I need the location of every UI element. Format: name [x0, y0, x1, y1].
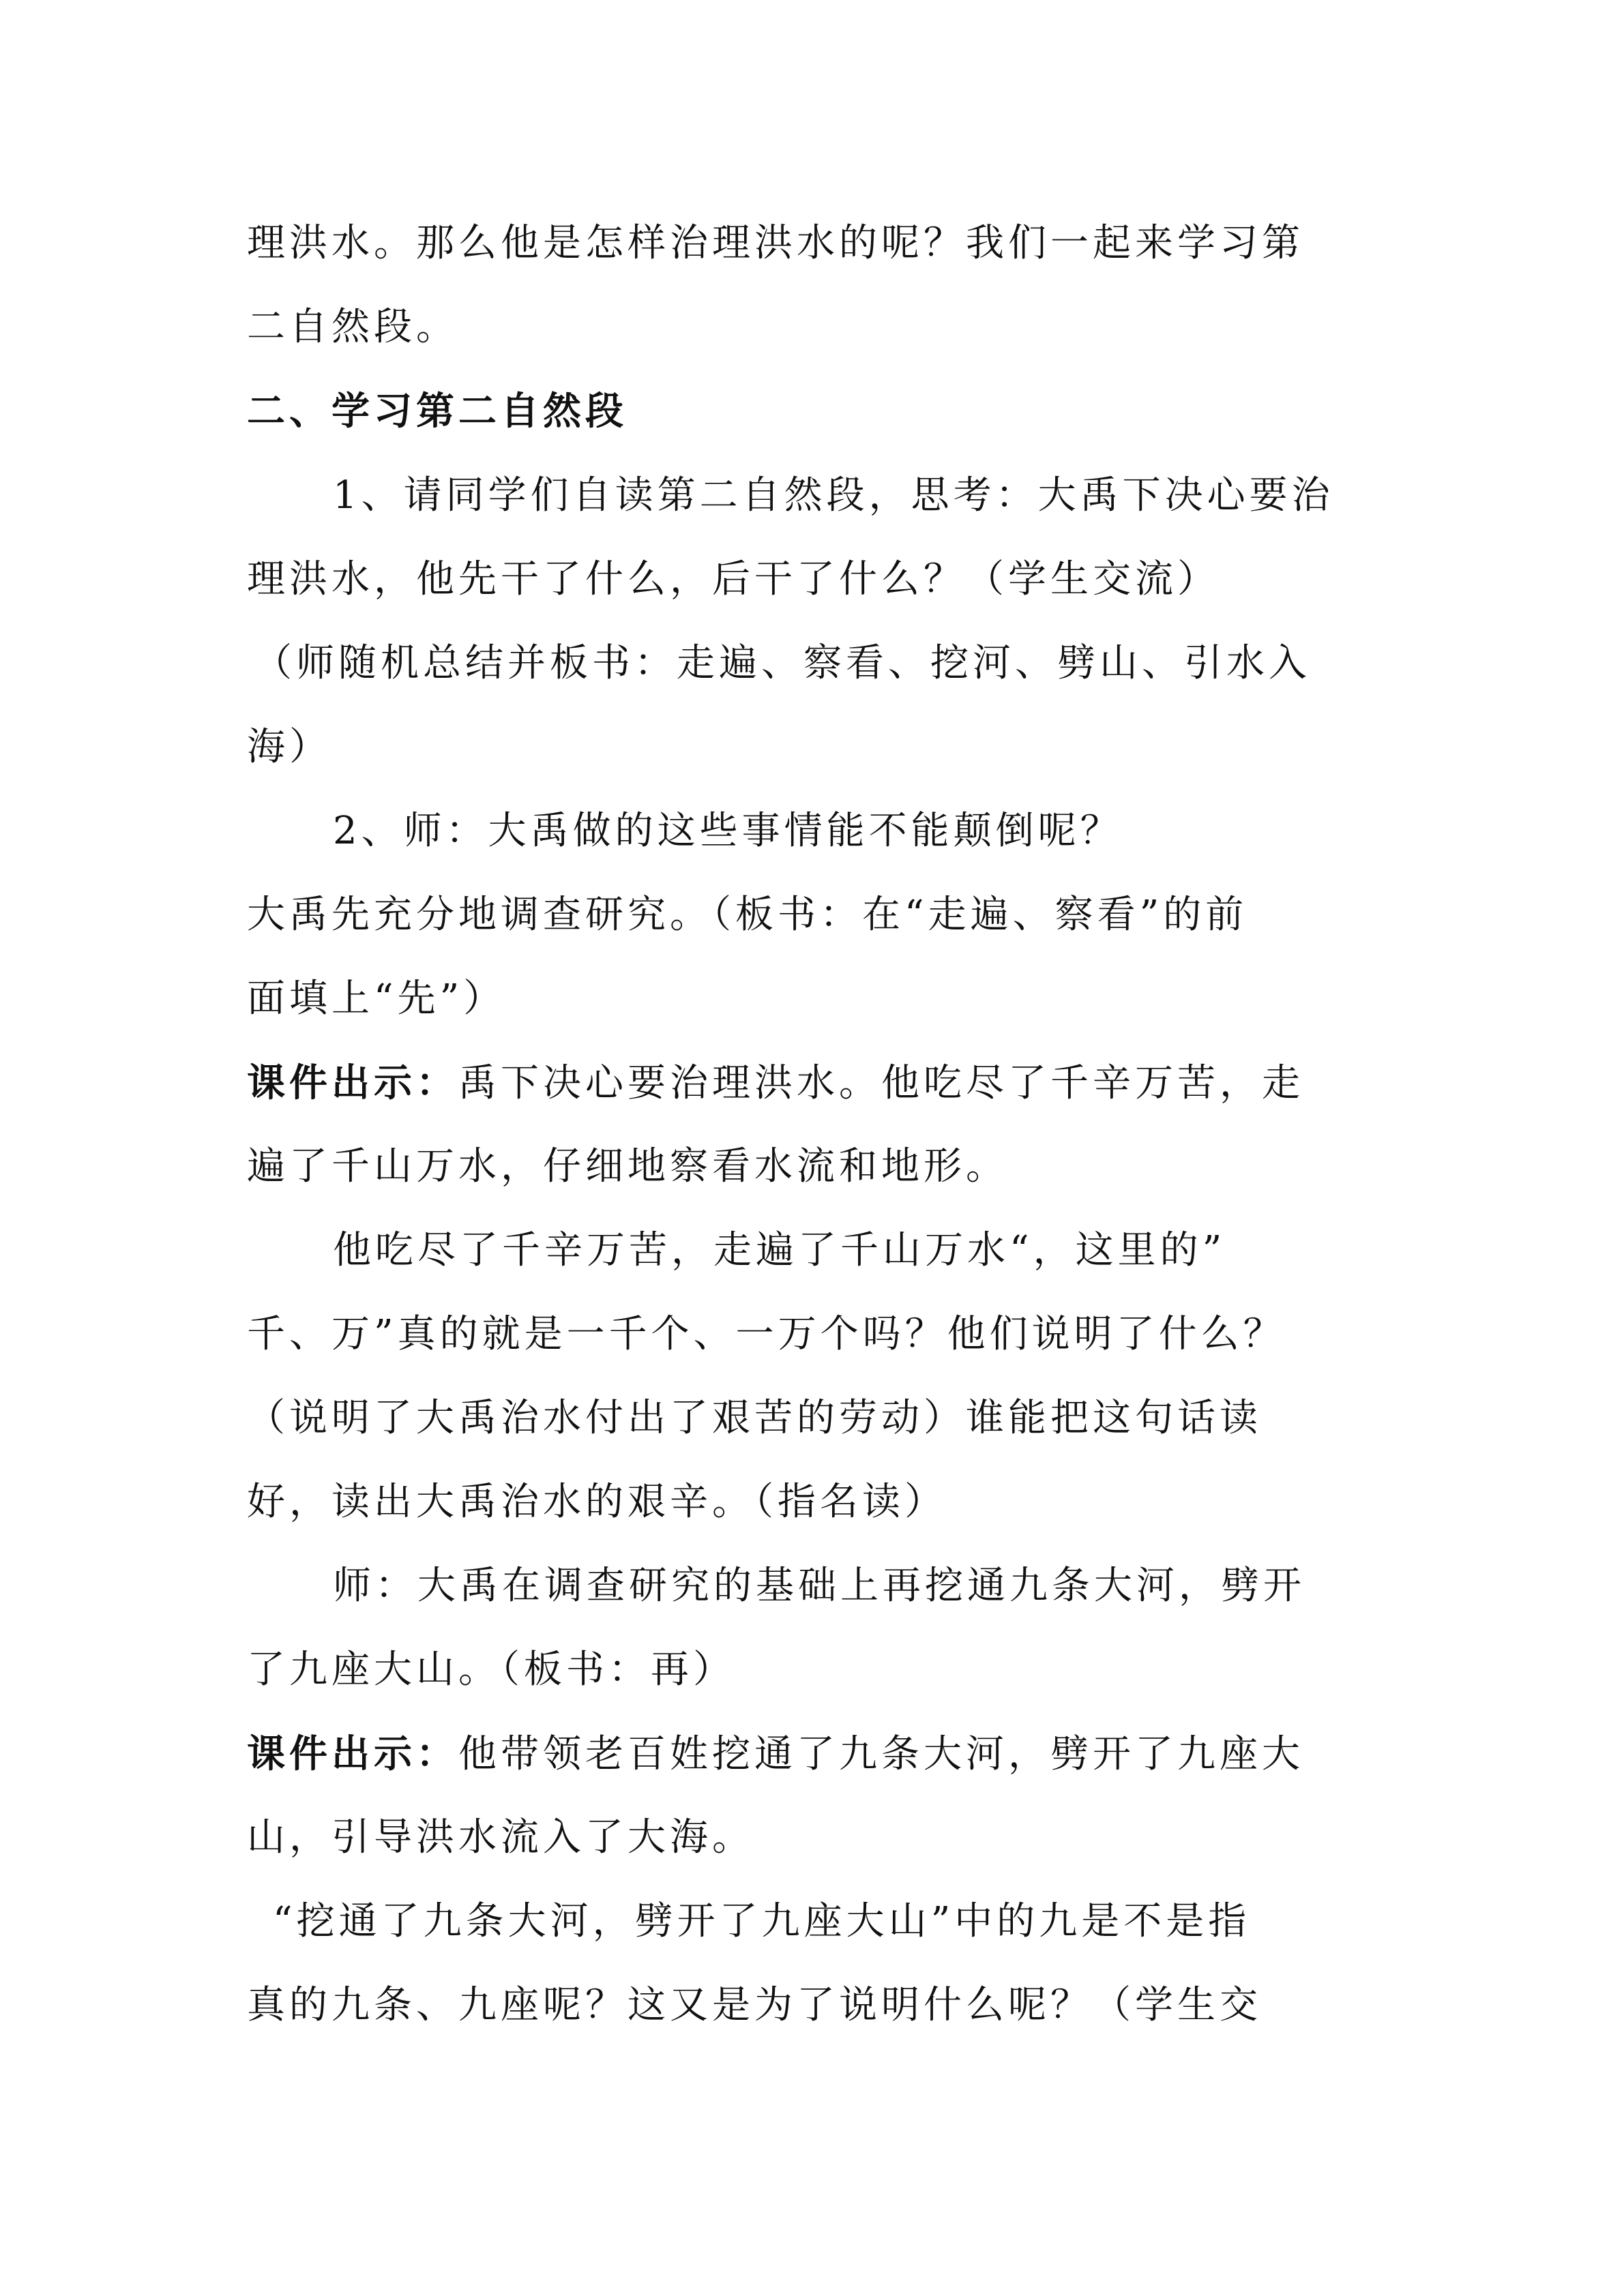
text-line: 他吃尽了千辛万苦，走遍了千山万水“，这里的”: [333, 1228, 1226, 1272]
courseware-text: 禹下决心要治理洪水。他吃尽了千辛万苦，走: [458, 1061, 1304, 1105]
text-line: 遍了千山万水，仔细地察看水流和地形。: [247, 1144, 1008, 1189]
text-line: 2、师：大禹做的这些事情能不能颠倒呢？: [333, 809, 1123, 853]
courseware-line: [247, 1059, 1304, 1107]
text-line: 二自然段。: [247, 305, 458, 349]
text-line: 理洪水，他先干了什么，后干了什么？（学生交流）: [247, 557, 1220, 601]
text-line: “挖通了九条大河，劈开了九座大山”中的九是不是指: [273, 1899, 1251, 1943]
text-line: 真的九条、九座呢？这又是为了说明什么呢？（学生交: [247, 1983, 1262, 2027]
text-line: 1、请同学们自读第二自然段，思考：大禹下决心要治: [333, 473, 1334, 518]
text-line: 面填上“先”）: [247, 976, 506, 1021]
text-line: 大禹先充分地调查研究。（板书：在“走遍、察看”的前: [247, 893, 1248, 937]
text-line: （师随机总结并板书：走遍、察看、挖河、劈山、引水入: [254, 641, 1311, 685]
courseware-line: [247, 1730, 1304, 1778]
text-line: 师：大禹在调查研究的基础上再挖通九条大河，劈开: [333, 1564, 1305, 1608]
text-line: 山，引导洪水流入了大海。: [247, 1815, 754, 1860]
text-line: 千、万”真的就是一千个、一万个吗？他们说明了什么？: [247, 1312, 1286, 1356]
text-line: 好，读出大禹治水的艰辛。（指名读）: [247, 1480, 947, 1524]
courseware-text: 他带领老百姓挖通了九条大河，劈开了九座大: [458, 1732, 1304, 1776]
text-line: 了九座大山。（板书：再）: [247, 1648, 735, 1692]
courseware-label: 课件出示：: [247, 1731, 458, 1776]
text-line: （说明了大禹治水付出了艰苦的劳动）谁能把这句话读: [247, 1396, 1262, 1440]
courseware-label: 课件出示：: [247, 1060, 458, 1105]
text-line: 理洪水。那么他是怎样治理洪水的呢？我们一起来学习第: [247, 221, 1304, 265]
section-heading: 二、学习第二自然段: [247, 389, 628, 434]
text-line: 海）: [247, 725, 331, 769]
